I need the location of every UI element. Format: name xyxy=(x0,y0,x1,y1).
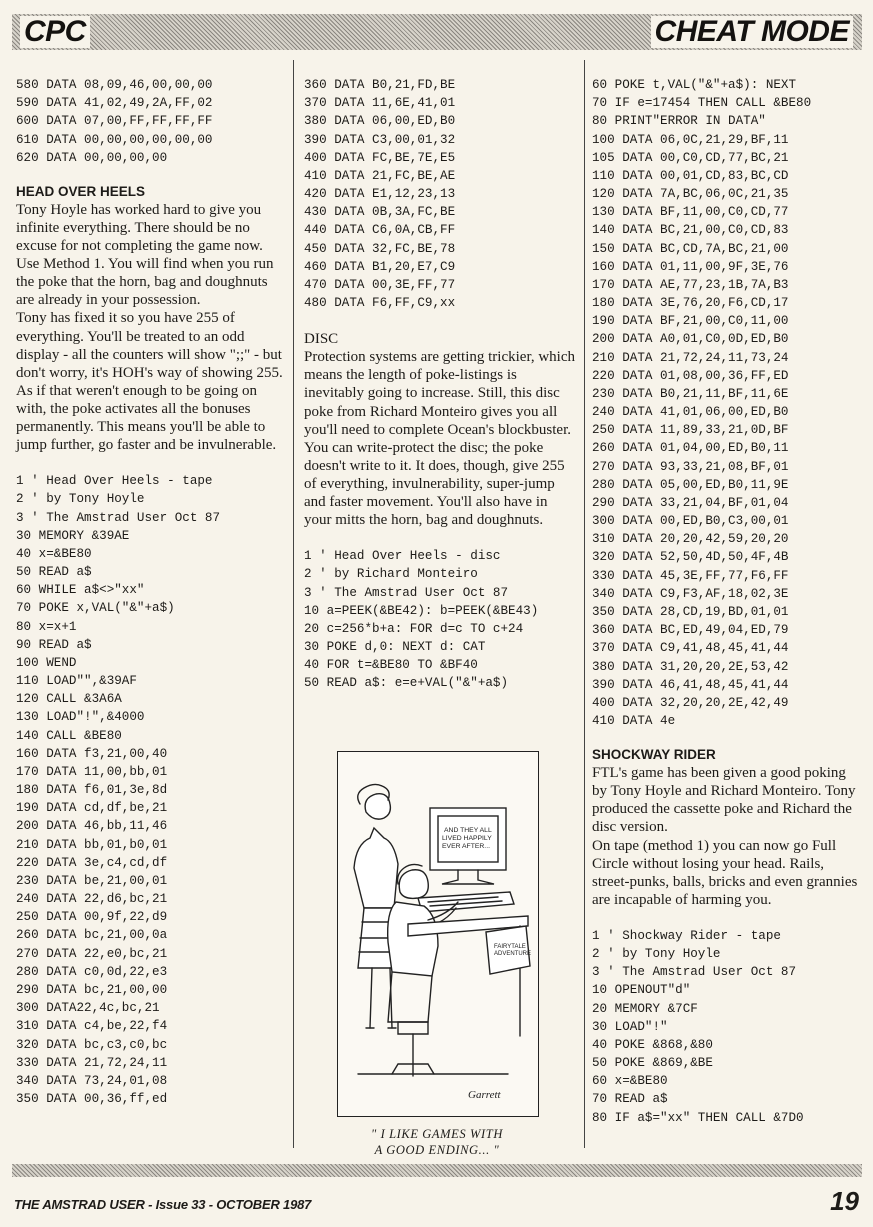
code-line: 290 DATA 33,21,04,BF,01,04 xyxy=(592,495,789,510)
code-line: 105 DATA 00,C0,CD,77,BC,21 xyxy=(592,150,789,165)
column-divider xyxy=(584,60,585,1148)
code-line: 470 DATA 00,3E,FF,77 xyxy=(304,277,456,292)
code-line: 240 DATA 41,01,06,00,ED,B0 xyxy=(592,405,789,420)
code-line: 70 READ a$ xyxy=(592,1092,668,1107)
section-heading: HEAD OVER HEELS xyxy=(16,183,146,199)
code-listing xyxy=(304,76,576,312)
cartoon-drawing xyxy=(338,752,538,1116)
code-line: 380 DATA 06,00,ED,B0 xyxy=(304,114,456,129)
code-line: 170 DATA 11,00,bb,01 xyxy=(16,764,168,779)
code-line: 30 MEMORY &39AE xyxy=(16,528,130,543)
code-line: 20 c=256*b+a: FOR d=c TO c+24 xyxy=(304,621,524,636)
code-line: 10 a=PEEK(&BE42): b=PEEK(&BE43) xyxy=(304,603,539,618)
cartoon-signature: Garrett xyxy=(468,1089,501,1101)
code-line: 330 DATA 45,3E,FF,77,F6,FF xyxy=(592,568,789,583)
code-line: 350 DATA 00,36,ff,ed xyxy=(16,1092,168,1107)
code-listing xyxy=(16,76,288,167)
code-line: 140 CALL &BE80 xyxy=(16,728,122,743)
code-line: 260 DATA bc,21,00,0a xyxy=(16,928,168,943)
code-line: 70 POKE x,VAL("&"+a$) xyxy=(16,601,175,616)
code-line: 180 DATA f6,01,3e,8d xyxy=(16,783,168,798)
code-line: 230 DATA B0,21,11,BF,11,6E xyxy=(592,386,789,401)
code-line: 230 DATA be,21,00,01 xyxy=(16,873,168,888)
code-line: 300 DATA22,4c,bc,21 xyxy=(16,1001,160,1016)
code-line: 3 ' The Amstrad User Oct 87 xyxy=(592,965,797,980)
code-line: 240 DATA 22,d6,bc,21 xyxy=(16,892,168,907)
code-line: 60 WHILE a$<>"xx" xyxy=(16,583,145,598)
column-2 xyxy=(304,76,576,693)
code-line: 420 DATA E1,12,23,13 xyxy=(304,187,456,202)
code-line: 110 DATA 00,01,CD,83,BC,CD xyxy=(592,168,789,183)
code-line: 160 DATA 01,11,00,9F,3E,76 xyxy=(592,259,789,274)
code-line: 40 FOR t=&BE80 TO &BF40 xyxy=(304,658,478,673)
paragraph: You can write-protect the disc; the poke doesn't write to it. It does, though, give 255 of everything, invulnerability, super-jump and faster movement. You'll also have in your mitts the horn, bag and doughnuts. xyxy=(304,439,565,529)
paragraph: Protection systems are getting trickier, which means the length of poke-listings is inevitably going to increase. Still, this disc poke from Richard Monteiro gives you all you'll need to complete Ocean's blockbuster. xyxy=(304,349,575,438)
code-line: 150 DATA BC,CD,7A,BC,21,00 xyxy=(592,241,789,256)
code-line: 70 IF e=17454 THEN CALL &BE80 xyxy=(592,96,812,111)
code-line: 1 ' Head Over Heels - tape xyxy=(16,474,213,489)
code-line: 310 DATA 20,20,42,59,20,20 xyxy=(592,532,789,547)
code-line: 3 ' The Amstrad User Oct 87 xyxy=(304,585,509,600)
code-line: 190 DATA BF,21,00,C0,11,00 xyxy=(592,314,789,329)
code-line: 200 DATA 46,bb,11,46 xyxy=(16,819,168,834)
cartoon-box-line: FAIRYTALE xyxy=(494,944,526,950)
code-line: 60 POKE t,VAL("&"+a$): NEXT xyxy=(592,78,797,92)
code-line: 90 READ a$ xyxy=(16,637,92,652)
code-line: 410 DATA 4e xyxy=(592,714,676,729)
code-line: 400 DATA 32,20,20,2E,42,49 xyxy=(592,695,789,710)
code-line: 40 x=&BE80 xyxy=(16,546,92,561)
code-line: 320 DATA 52,50,4D,50,4F,4B xyxy=(592,550,789,565)
code-line: 170 DATA AE,77,23,1B,7A,B3 xyxy=(592,277,789,292)
article-text xyxy=(304,348,576,529)
code-line: 130 LOAD"!",&4000 xyxy=(16,710,145,725)
code-line: 10 OPENOUT"d" xyxy=(592,983,691,998)
code-line: 2 ' by Tony Hoyle xyxy=(592,947,721,962)
cartoon-caption xyxy=(337,1126,537,1158)
code-line: 2 ' by Richard Monteiro xyxy=(304,567,478,582)
article-text xyxy=(16,201,288,454)
code-line: 220 DATA 01,08,00,36,FF,ED xyxy=(592,368,789,383)
code-line: 220 DATA 3e,c4,cd,df xyxy=(16,855,168,870)
code-line: 310 DATA c4,be,22,f4 xyxy=(16,1019,168,1034)
code-line: 210 DATA bb,01,b0,01 xyxy=(16,837,168,852)
cartoon-box-line: ADVENTURE xyxy=(494,951,532,957)
code-line: 160 DATA f3,21,00,40 xyxy=(16,746,168,761)
code-line: 140 DATA BC,21,00,C0,CD,83 xyxy=(592,223,789,238)
code-line: 250 DATA 11,89,33,21,0D,BF xyxy=(592,423,789,438)
code-line: 330 DATA 21,72,24,11 xyxy=(16,1055,168,1070)
code-line: 600 DATA 07,00,FF,FF,FF,FF xyxy=(16,114,213,129)
code-line: 210 DATA 21,72,24,11,73,24 xyxy=(592,350,789,365)
cartoon-screen-line: EVER AFTER... xyxy=(442,843,490,850)
cartoon-caption-line: " I LIKE GAMES WITH xyxy=(371,1127,503,1141)
code-line: 30 POKE d,0: NEXT d: CAT xyxy=(304,640,486,655)
code-line: 50 READ a$: e=e+VAL("&"+a$) xyxy=(304,676,509,691)
column-1 xyxy=(16,76,288,1108)
code-line: 270 DATA 22,e0,bc,21 xyxy=(16,946,168,961)
section-heading: DISC xyxy=(304,331,339,348)
code-line: 460 DATA B1,20,E7,C9 xyxy=(304,259,456,274)
paragraph: Tony has fixed it so you have 255 of everything. You'll be treated to an odd display - all the counters will show ";;" - but don't worry, it's HOH's way of showing 255. As if that weren't enough to be going on with, the poke activates all the bonuses permanently. This means you'll be able to jump further, go faster and be invulnerable. xyxy=(16,310,283,454)
cartoon-screen-line: AND THEY ALL xyxy=(444,827,492,834)
code-line: 590 DATA 41,02,49,2A,FF,02 xyxy=(16,96,213,111)
column-divider xyxy=(293,60,294,1148)
code-listing xyxy=(16,472,288,1108)
code-line: 280 DATA 05,00,ED,B0,11,9E xyxy=(592,477,789,492)
code-listing xyxy=(592,76,862,730)
code-line: 120 DATA 7A,BC,06,0C,21,35 xyxy=(592,187,789,202)
code-line: 190 DATA cd,df,be,21 xyxy=(16,801,168,816)
code-line: 390 DATA 46,41,48,45,41,44 xyxy=(592,677,789,692)
code-line: 360 DATA BC,ED,49,04,ED,79 xyxy=(592,623,789,638)
cartoon-caption-line: A GOOD ENDING... " xyxy=(374,1143,500,1157)
code-line: 480 DATA F6,FF,C9,xx xyxy=(304,296,456,311)
code-line: 260 DATA 01,04,00,ED,B0,11 xyxy=(592,441,789,456)
code-line: 120 CALL &3A6A xyxy=(16,692,122,707)
code-line: 610 DATA 00,00,00,00,00,00 xyxy=(16,132,213,147)
paragraph: Tony Hoyle has worked hard to give you infinite everything. There should be no excuse for not completing the game now. Use Method 1. You will find when you run the poke that the horn, bag and doughnuts are already in your possession. xyxy=(16,201,274,309)
footer-publication: THE AMSTRAD USER - Issue 33 - OCTOBER 1987 xyxy=(14,1197,312,1212)
code-line: 60 x=&BE80 xyxy=(592,1074,668,1089)
code-listing xyxy=(304,547,576,692)
code-listing xyxy=(592,927,862,1127)
code-line: 100 WEND xyxy=(16,655,77,670)
code-line: 280 DATA c0,0d,22,e3 xyxy=(16,964,168,979)
code-line: 80 PRINT"ERROR IN DATA" xyxy=(592,114,766,129)
paragraph: On tape (method 1) you can now go Full Circle without losing your head. Rails, street-punks, balls, bricks and even grannies are incapable of harming you. xyxy=(592,837,858,908)
code-line: 130 DATA BF,11,00,C0,CD,77 xyxy=(592,205,789,220)
code-line: 80 IF a$="xx" THEN CALL &7D0 xyxy=(592,1110,804,1125)
code-line: 360 DATA B0,21,FD,BE xyxy=(304,78,456,92)
code-line: 350 DATA 28,CD,19,BD,01,01 xyxy=(592,604,789,619)
code-line: 340 DATA C9,F3,AF,18,02,3E xyxy=(592,586,789,601)
page-number: 19 xyxy=(830,1186,859,1216)
code-line: 50 READ a$ xyxy=(16,565,92,580)
section-heading: SHOCKWAY RIDER xyxy=(592,747,716,763)
code-line: 20 MEMORY &7CF xyxy=(592,1001,698,1016)
code-line: 410 DATA 21,FC,BE,AE xyxy=(304,168,456,183)
code-line: 340 DATA 73,24,01,08 xyxy=(16,1073,168,1088)
code-line: 180 DATA 3E,76,20,F6,CD,17 xyxy=(592,296,789,311)
code-line: 450 DATA 32,FC,BE,78 xyxy=(304,241,456,256)
code-line: 1 ' Head Over Heels - disc xyxy=(304,549,501,564)
code-line: 80 x=x+1 xyxy=(16,619,77,634)
code-line: 270 DATA 93,33,21,08,BF,01 xyxy=(592,459,789,474)
cartoon-box-text xyxy=(494,944,531,957)
column-3 xyxy=(592,76,862,1127)
code-line: 320 DATA bc,c3,c0,bc xyxy=(16,1037,168,1052)
code-line: 370 DATA C9,41,48,45,41,44 xyxy=(592,641,789,656)
code-line: 440 DATA C6,0A,CB,FF xyxy=(304,223,456,238)
code-line: 40 POKE &868,&80 xyxy=(592,1037,713,1052)
code-line: 50 POKE &869,&BE xyxy=(592,1056,713,1071)
section-label: CPC xyxy=(20,16,90,48)
code-line: 400 DATA FC,BE,7E,E5 xyxy=(304,150,456,165)
code-line: 1 ' Shockway Rider - tape xyxy=(592,928,781,943)
code-line: 250 DATA 00,9f,22,d9 xyxy=(16,910,168,925)
code-line: 580 DATA 08,09,46,00,00,00 xyxy=(16,78,213,92)
code-line: 110 LOAD"",&39AF xyxy=(16,674,137,689)
code-line: 100 DATA 06,0C,21,29,BF,11 xyxy=(592,132,789,147)
code-line: 290 DATA bc,21,00,00 xyxy=(16,982,168,997)
code-line: 430 DATA 0B,3A,FC,BE xyxy=(304,205,456,220)
cartoon-screen-line: LIVED HAPPILY xyxy=(442,835,492,842)
cartoon-screen-text xyxy=(442,827,494,850)
code-line: 380 DATA 31,20,20,2E,53,42 xyxy=(592,659,789,674)
page-title: CHEAT MODE xyxy=(651,16,853,48)
cartoon-illustration xyxy=(337,751,539,1117)
paragraph: FTL's game has been given a good poking by Tony Hoyle and Richard Monteiro. Tony produced the cassette poke and Richard the disc version. xyxy=(592,765,856,836)
footer-band xyxy=(12,1164,862,1177)
code-line: 370 DATA 11,6E,41,01 xyxy=(304,96,456,111)
code-line: 620 DATA 00,00,00,00 xyxy=(16,150,168,165)
code-line: 200 DATA A0,01,C0,0D,ED,B0 xyxy=(592,332,789,347)
code-line: 30 LOAD"!" xyxy=(592,1019,668,1034)
article-text xyxy=(592,764,862,909)
code-line: 2 ' by Tony Hoyle xyxy=(16,492,145,507)
code-line: 300 DATA 00,ED,B0,C3,00,01 xyxy=(592,514,789,529)
code-line: 390 DATA C3,00,01,32 xyxy=(304,132,456,147)
code-line: 3 ' The Amstrad User Oct 87 xyxy=(16,510,221,525)
